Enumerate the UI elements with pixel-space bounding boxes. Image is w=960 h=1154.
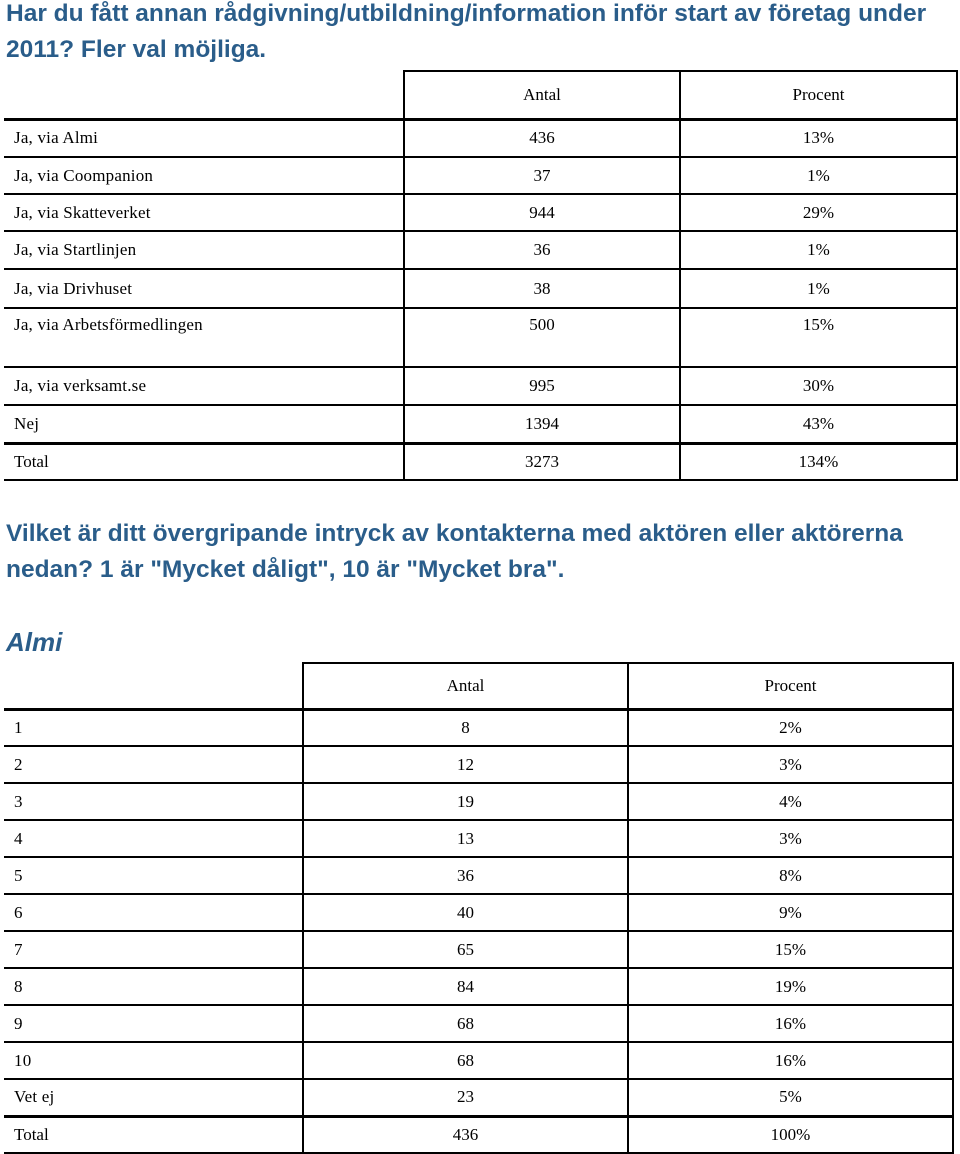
row-procent: 19%: [628, 968, 953, 1005]
row-label: 4: [4, 820, 303, 857]
row-antal: 436: [303, 1116, 628, 1153]
row-label: 2: [4, 746, 303, 783]
row-procent: 16%: [628, 1005, 953, 1042]
row-antal: 23: [303, 1079, 628, 1116]
row-procent: 9%: [628, 894, 953, 931]
row-label: Vet ej: [4, 1079, 303, 1116]
actor-subheading: Almi: [6, 627, 63, 657]
row-antal: 995: [404, 367, 680, 405]
table-row: [4, 857, 953, 894]
row-antal: 3273: [404, 443, 680, 480]
question-heading-2: Vilket är ditt övergripande intryck av kontakterna med aktören eller aktörerna nedan? 1 är "Mycket dåligt", 10 är "Mycket bra".: [6, 520, 903, 583]
table-row-total: [4, 1116, 953, 1153]
row-procent: 1%: [680, 269, 957, 308]
table-row: [4, 367, 957, 405]
column-header-procent: Procent: [680, 71, 957, 119]
row-procent: 16%: [628, 1042, 953, 1079]
row-label: 7: [4, 931, 303, 968]
row-antal: 13: [303, 820, 628, 857]
row-label: Ja, via Almi: [4, 119, 404, 157]
row-antal: 38: [404, 269, 680, 308]
row-procent: 1%: [680, 157, 957, 194]
row-label: 8: [4, 968, 303, 1005]
row-label: Nej: [4, 405, 404, 443]
row-antal: 944: [404, 194, 680, 231]
table-row: [4, 709, 953, 746]
table-row: [4, 269, 957, 308]
table-row: [4, 194, 957, 231]
row-label: Ja, via Skatteverket: [4, 194, 404, 231]
column-header-antal: Antal: [303, 663, 628, 709]
table-row: [4, 894, 953, 931]
row-procent: 1%: [680, 231, 957, 269]
row-label: 10: [4, 1042, 303, 1079]
row-antal: 68: [303, 1005, 628, 1042]
row-label: 9: [4, 1005, 303, 1042]
row-antal: 436: [404, 119, 680, 157]
row-label: Total: [4, 1116, 303, 1153]
table-row-total: [4, 443, 957, 480]
row-antal: 84: [303, 968, 628, 1005]
row-antal: 19: [303, 783, 628, 820]
row-procent: 30%: [680, 367, 957, 405]
row-label: Ja, via verksamt.se: [4, 367, 404, 405]
row-antal: 1394: [404, 405, 680, 443]
row-label: 3: [4, 783, 303, 820]
row-antal: 36: [303, 857, 628, 894]
row-label: 1: [4, 709, 303, 746]
row-procent: 5%: [628, 1079, 953, 1116]
table-row: [4, 1079, 953, 1116]
table-row: [4, 968, 953, 1005]
row-antal: 8: [303, 709, 628, 746]
table-row: [4, 231, 957, 269]
table-row: [4, 1042, 953, 1079]
row-procent: 3%: [628, 820, 953, 857]
row-antal: 37: [404, 157, 680, 194]
row-antal: 500: [404, 308, 680, 367]
table-row: [4, 931, 953, 968]
table-row: [4, 308, 957, 367]
row-procent: 13%: [680, 119, 957, 157]
table-row: [4, 820, 953, 857]
row-label: 5: [4, 857, 303, 894]
row-label: 6: [4, 894, 303, 931]
table-row: [4, 157, 957, 194]
row-label: Ja, via Coompanion: [4, 157, 404, 194]
row-procent: 43%: [680, 405, 957, 443]
row-procent: 29%: [680, 194, 957, 231]
table-row: [4, 1005, 953, 1042]
row-label: Ja, via Startlinjen: [4, 231, 404, 269]
header-blank-cell: [4, 71, 404, 119]
table-row: [4, 405, 957, 443]
row-procent: 3%: [628, 746, 953, 783]
column-header-antal: Antal: [404, 71, 680, 119]
row-procent: 134%: [680, 443, 957, 480]
row-procent: 8%: [628, 857, 953, 894]
row-antal: 40: [303, 894, 628, 931]
table-almi-ratings: [4, 662, 954, 1154]
table-row: [4, 119, 957, 157]
row-procent: 15%: [628, 931, 953, 968]
table-advice-sources: [4, 70, 958, 481]
row-procent: 100%: [628, 1116, 953, 1153]
row-antal: 12: [303, 746, 628, 783]
table-row: [4, 746, 953, 783]
row-label: Ja, via Drivhuset: [4, 269, 404, 308]
question-heading-1: Har du fått annan rådgivning/utbildning/information inför start av företag under 2011? Fler val möjliga.: [6, 0, 927, 63]
row-antal: 65: [303, 931, 628, 968]
column-header-procent: Procent: [628, 663, 953, 709]
row-label: Total: [4, 443, 404, 480]
row-procent: 4%: [628, 783, 953, 820]
row-procent: 15%: [680, 308, 957, 367]
table-row: [4, 783, 953, 820]
row-antal: 36: [404, 231, 680, 269]
row-antal: 68: [303, 1042, 628, 1079]
row-procent: 2%: [628, 709, 953, 746]
row-label: Ja, via Arbetsförmedlingen: [4, 308, 404, 367]
header-blank-cell: [4, 663, 303, 709]
